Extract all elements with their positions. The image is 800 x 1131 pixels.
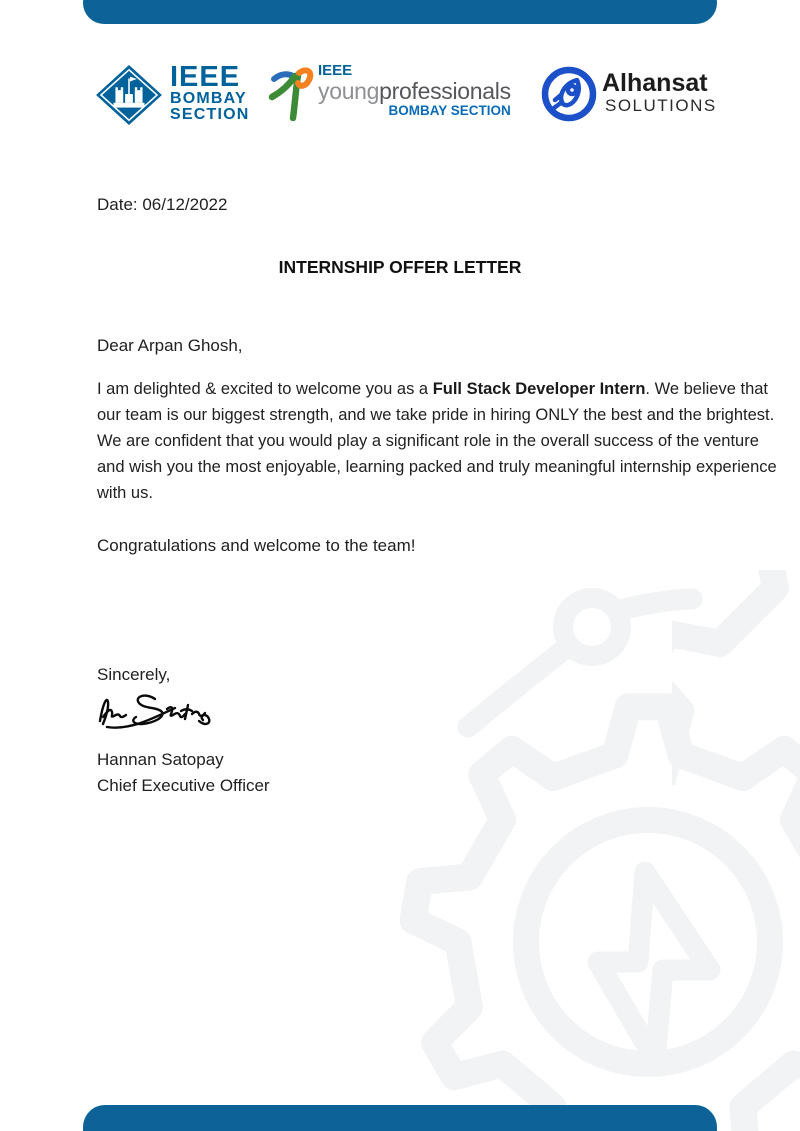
watermark-rod-left: [468, 648, 566, 727]
alhansat-wordmark: Alhansat: [602, 69, 708, 97]
role-highlight: Full Stack Developer Intern: [432, 380, 646, 398]
watermark-gear-outline: [413, 707, 800, 1131]
top-accent-bar: [83, 0, 717, 24]
letter-paragraph-2: Congratulations and welcome to the team!: [97, 536, 416, 555]
alhansat-solutions-logo: [541, 66, 717, 122]
closing: Sincerely,: [97, 665, 171, 684]
paragraph-1-rest: . We believe that our team is our biggest strength, and we take pride in hiring ONLY the best and the brightest. We are confident that you would play a significant role in the overall success of the venture and wish you the most enjoyable, learning packed and truly meaningful internship experience with us.: [97, 380, 777, 502]
letter-paragraph-1: [97, 376, 779, 506]
yp-wordmark: [318, 79, 511, 103]
letter-date: Date: 06/12/2022: [97, 195, 228, 214]
rocket-circle-icon: [541, 66, 597, 122]
signer-name: Hannan Satopay: [97, 750, 224, 769]
ieee-young-professionals-logo: [268, 63, 511, 121]
watermark-gear-fragment: [611, 479, 800, 1131]
ieee-bombay-section-logo: [95, 61, 250, 126]
yp-swoosh-icon: [268, 63, 314, 121]
diamond-monument-icon: [95, 64, 163, 126]
salutation: Dear Arpan Ghosh,: [97, 336, 243, 355]
watermark-lightning-icon: [598, 872, 710, 1060]
paragraph-1-lead: I am delighted & excited to welcome you as a: [97, 380, 433, 398]
yp-section-label: BOMBAY SECTION: [388, 103, 511, 118]
signature-block: [97, 747, 270, 799]
alhansat-subtitle: SOLUTIONS: [605, 96, 717, 115]
handwritten-signature: [95, 690, 213, 736]
ieee-bombay-line2: SECTION: [170, 105, 250, 123]
signer-title: Chief Executive Officer: [97, 776, 270, 795]
watermark-circle: [526, 820, 770, 1064]
watermark-rod-right: [620, 599, 692, 610]
letter-title: INTERNSHIP OFFER LETTER: [278, 257, 522, 277]
ieee-bombay-wordmark: IEEE: [170, 61, 241, 93]
watermark-ring: [563, 598, 621, 656]
yp-young-text: young: [318, 78, 380, 104]
yp-professionals-text: professionals: [379, 78, 511, 104]
yp-ieee-label: IEEE: [318, 62, 353, 79]
ieee-bombay-line1: BOMBAY: [170, 90, 247, 107]
bottom-accent-bar: [83, 1105, 717, 1131]
